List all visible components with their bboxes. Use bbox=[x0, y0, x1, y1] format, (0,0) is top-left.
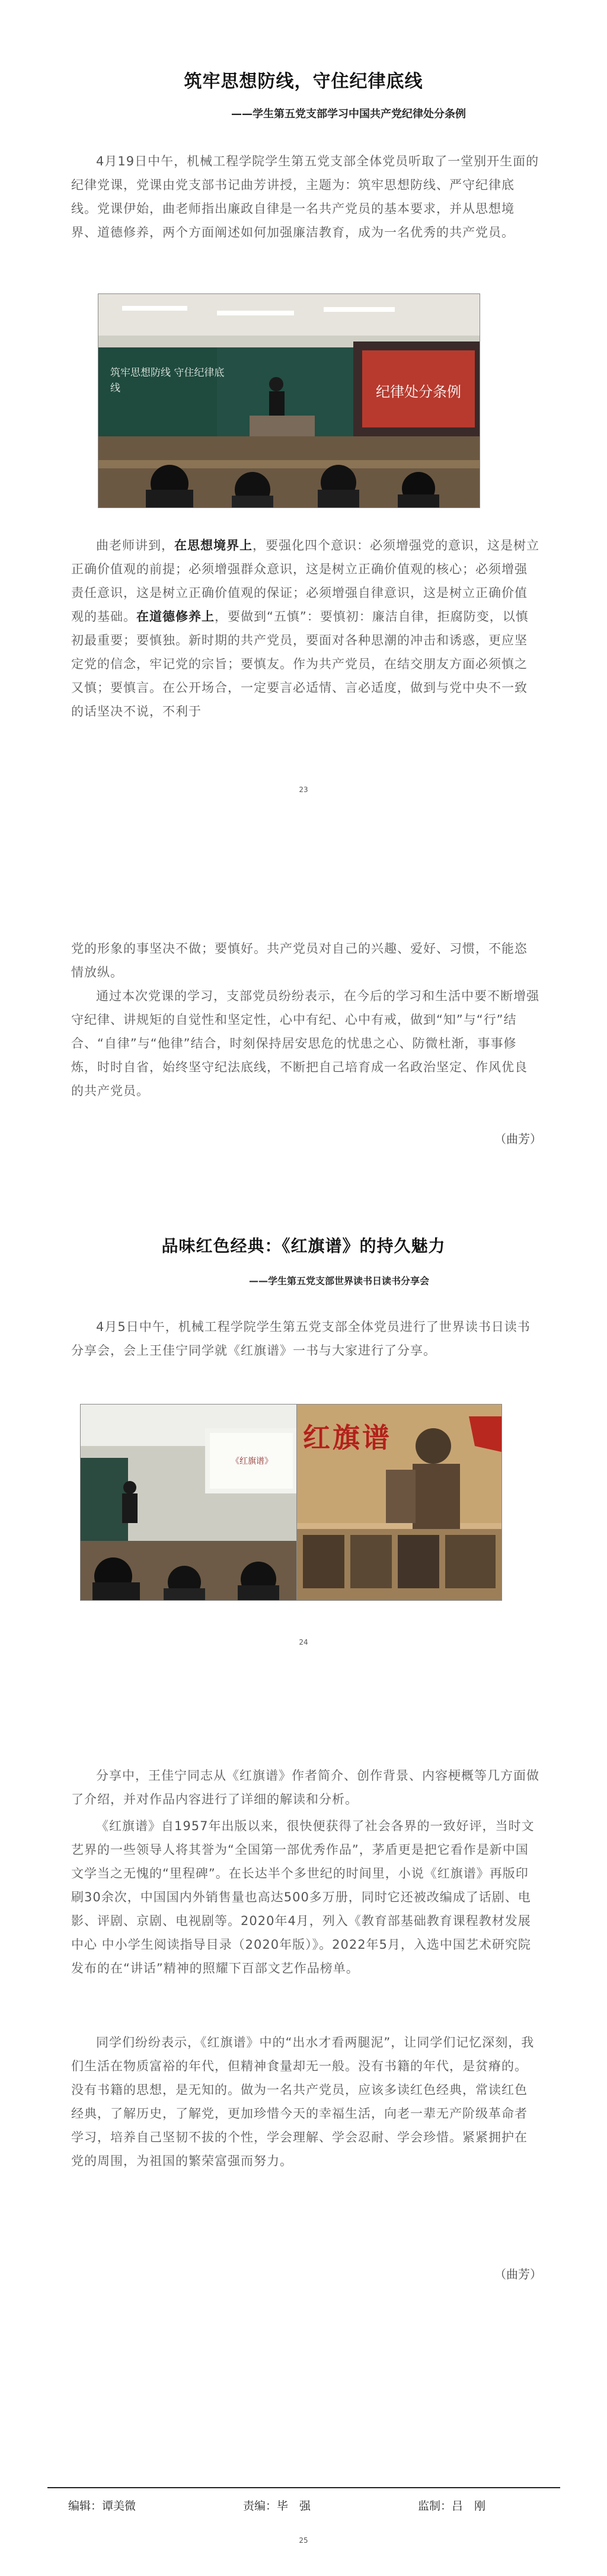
classroom-lecture-photo bbox=[98, 293, 480, 508]
article1-paragraph-3: 党的形象的事坚决不做；要慎好。共产党员对自己的兴趣、爱好、习惯，不能恣情放纵。 bbox=[71, 941, 528, 979]
article1-paragraph-4: 通过本次党课的学习，支部党员纷纷表示，在今后的学习和生活中要不断增强守纪律、讲规矩的自觉性和坚定性，心中有纪、心中有戒，做到“知”与“行”结合、“自律”与“他律”结合，时刻保持居安思危的忧患之心、防微杜渐，事事修炼，时时自省，始终坚守纪法底线，不断把自己培育成一名政治坚定、作风优良的共产党员。 bbox=[71, 989, 539, 1098]
article1-signoff: （曲芳） bbox=[494, 1132, 542, 1146]
page-number-25: 25 bbox=[299, 2536, 308, 2545]
article2-subtitle: ——学生第五党支部世界读书日读书分享会 bbox=[249, 1275, 430, 1287]
footer-editor: 编辑：谭美微 bbox=[68, 2500, 136, 2513]
para2-part2: ，要强化四个意识：必须增强党的意识，这是树立正确价值观的前提；必须增强群众意识，这是树立正确价值观的核心；必须增强责任意识，这是树立正确价值观的保证；必须增强自律意识，这是树立正确价值观的基础。 bbox=[71, 538, 539, 624]
footer-rule bbox=[47, 2487, 560, 2488]
footer-reviewer: 责编：毕 强 bbox=[243, 2500, 311, 2513]
footer-supervisor: 监制：吕 刚 bbox=[418, 2500, 486, 2513]
para2-part1: 曲老师讲到， bbox=[96, 538, 174, 553]
article1-paragraph-2 bbox=[71, 534, 539, 747]
article2-paragraph-2: 分享中，王佳宁同志从《红旗谱》作者简介、创作背景、内容梗概等几方面做了介绍，并对作品内容进行了详细的解读和分析。 bbox=[71, 1769, 539, 1806]
article2-paragraph-1: 4月5日中午，机械工程学院学生第五党支部全体党员进行了世界读书日读书分享会，会上王佳宁同学就《红旗谱》一书与大家进行了分享。 bbox=[71, 1320, 531, 1358]
poster-title: 红旗谱 bbox=[303, 1422, 392, 1454]
para2-bold1: 在思想境界上 bbox=[174, 538, 253, 553]
article1-subtitle: ——学生第五党支部学习中国共产党纪律处分条例 bbox=[231, 108, 466, 120]
reading-session-photo bbox=[80, 1404, 298, 1601]
article2-paragraph-3: 《红旗谱》自1957年出版以来，很快便获得了社会各界的一致好评，当时文艺界的一些领导人将其誉为“全国第一部优秀作品”，茅盾更是把它看作是新中国文学当之无愧的“里程碑”。在长达半个多世纪的时间里，小说《红旗谱》再版印刷30余次，中国国内外销售量也高达500多万册，同时它还被改编成了话剧、电影、评剧、京剧、电视剧等。2020年4月，列入《教育部基础教育课程教材发展中心 中小学生阅读指导目录（2020年版）》。2022年5月，入选中国艺术研究院发布的在“讲话”精神的照耀下百部文艺作品榜单。 bbox=[71, 1819, 535, 1975]
board-text-left: 筑牢思想防线 守住纪律底线 bbox=[110, 367, 225, 394]
page-number-24: 24 bbox=[299, 1638, 308, 1646]
article2-paragraph-4: 同学们纷纷表示，《红旗谱》中的“出水才看两腿泥”，让同学们记忆深刻，我们生活在物质富裕的年代，但精神食量却无一般。没有书籍的年代，是贫瘠的。没有书籍的思想，是无知的。做为一名共产党员，应该多读红色经典，常读红色经典，了解历史，了解党，更加珍惜今天的幸福生活，向老一辈无产阶级革命者学习，培养自己坚韧不拔的个性，学会理解、学会忍耐、学会珍惜。紧紧拥护在党的周围，为祖国的繁荣富强而努力。 bbox=[71, 2035, 535, 2168]
board-text-right: 纪律处分条例 bbox=[376, 384, 461, 400]
screen-text: 《红旗谱》 bbox=[231, 1457, 273, 1466]
movie-poster-photo bbox=[296, 1404, 502, 1601]
article2-signoff: （曲芳） bbox=[494, 2267, 542, 2281]
reading-session-icon bbox=[81, 1404, 297, 1600]
classroom-lecture-icon bbox=[98, 294, 480, 507]
article2-title: 品味红色经典：《红旗谱》的持久魅力 bbox=[161, 1236, 446, 1256]
para2-part3: ，要做到“五慎”：要慎初：廉洁自律，拒腐防变，以慎初最重要；要慎独。新时期的共产党员，要面对各种思潮的冲击和诱惑，更应坚定党的信念，牢记党的宗旨；要慎友。作为共产党员，在结交朋友方面必须慎之又慎；要慎言。在公开场合，一定要言必适情、言必适度，做到与党中央不一致的话坚决不说，不利于 bbox=[71, 609, 529, 719]
article1-paragraph-1: 4月19日中午，机械工程学院学生第五党支部全体党员听取了一堂别开生面的纪律党课，党课由党支部书记曲芳讲授，主题为：筑牢思想防线、严守纪律底线。党课伊始，曲老师指出廉政自律是一名共产党员的基本要求，并从思想境界、道德修养，两个方面阐述如何加强廉洁教育，成为一名优秀的共产党员。 bbox=[71, 154, 539, 240]
para2-bold2: 在道德修养上 bbox=[136, 609, 215, 624]
article1-title: 筑牢思想防线，守住纪律底线 bbox=[184, 71, 423, 92]
page-number-23: 23 bbox=[299, 786, 308, 794]
